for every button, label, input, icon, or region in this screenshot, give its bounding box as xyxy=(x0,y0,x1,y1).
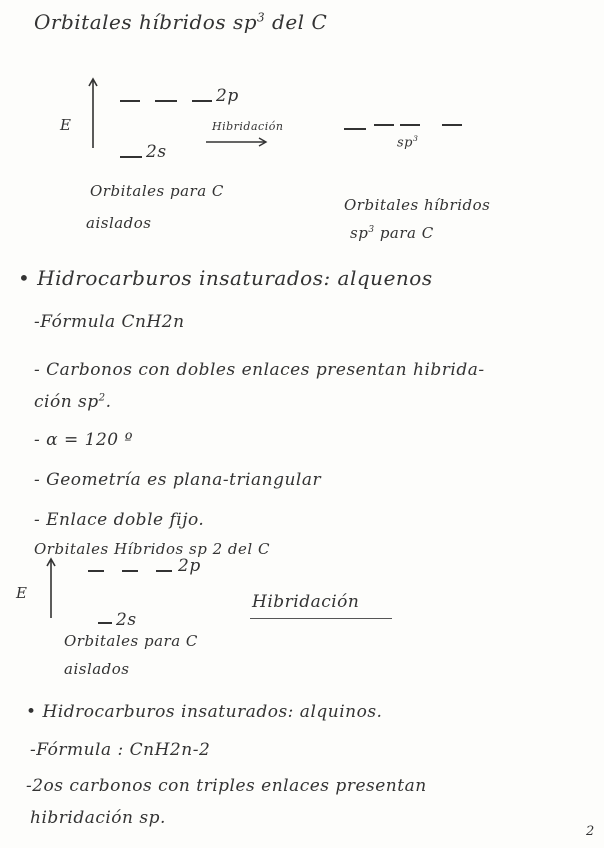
alkynes-heading: • Hidrocarburos insaturados: alquinos. xyxy=(26,702,383,722)
orbital-2p-line xyxy=(155,100,177,102)
alkenes-item2: - α = 120 º xyxy=(34,430,134,450)
energy-label: E xyxy=(60,116,72,134)
level-2s-label: 2s xyxy=(116,610,137,630)
energy-arrow-icon xyxy=(88,78,98,150)
orbital-2p-line xyxy=(192,100,212,102)
alkenes-item1-line2: ción $sp^2$. xyxy=(34,392,112,412)
hybridization-label: Hibridación xyxy=(212,120,284,133)
hybridization-underline xyxy=(250,618,392,619)
right-caption-line1: Orbitales híbridos xyxy=(344,196,491,214)
alkynes-item1-line2: hibridación sp. xyxy=(30,808,166,828)
section1-title: Orbitales híbridos $sp^3$ del C xyxy=(34,10,328,34)
hybridization-arrow-icon xyxy=(205,137,269,147)
level-sp3-label: $sp^3$ xyxy=(397,134,419,151)
orbital-sp3-line xyxy=(400,124,420,126)
orbital-2p-line xyxy=(122,570,138,572)
orbital-2p-line xyxy=(120,100,140,102)
orbital-sp3-line xyxy=(442,124,462,126)
level-2p-label: 2p xyxy=(178,556,201,576)
orbital-2p-line xyxy=(156,570,172,572)
page-number: 2 xyxy=(586,824,595,839)
alkynes-item1-line1: -2os carbonos con triples enlaces presentan xyxy=(26,776,427,796)
alkenes-heading: • Hidrocarburos insaturados: alquenos xyxy=(18,266,433,290)
left-caption-line1: Orbitales para C xyxy=(90,182,224,200)
alkenes-item3: - Geometría es plana-triangular xyxy=(34,470,322,490)
alkenes-item1-line1: - Carbonos con dobles enlaces presentan hibrida- xyxy=(34,360,485,380)
energy-arrow-icon xyxy=(46,558,56,620)
section3-caption-line2: aislados xyxy=(64,660,130,678)
orbital-2s-line xyxy=(120,156,142,158)
alkenes-formula: -Fórmula CnH2n xyxy=(34,312,185,332)
orbital-2s-line xyxy=(98,622,112,624)
orbital-sp3-line xyxy=(344,128,366,130)
alkenes-item4: - Enlace doble fijo. xyxy=(34,510,205,530)
left-caption-line2: aislados xyxy=(86,214,152,232)
alkynes-formula: -Fórmula : CnH2n-2 xyxy=(30,740,211,760)
energy-label: E xyxy=(16,584,28,602)
section3-title: Orbitales Híbridos sp 2 del C xyxy=(34,540,270,558)
right-caption-line2: $sp^3$ para C xyxy=(350,224,434,242)
level-2p-label: 2p xyxy=(216,86,239,106)
orbital-2p-line xyxy=(88,570,104,572)
orbital-sp3-line xyxy=(374,124,394,126)
hybridization-label: Hibridación xyxy=(252,592,360,612)
level-2s-label: 2s xyxy=(146,142,167,162)
section3-caption-line1: Orbitales para C xyxy=(64,632,198,650)
